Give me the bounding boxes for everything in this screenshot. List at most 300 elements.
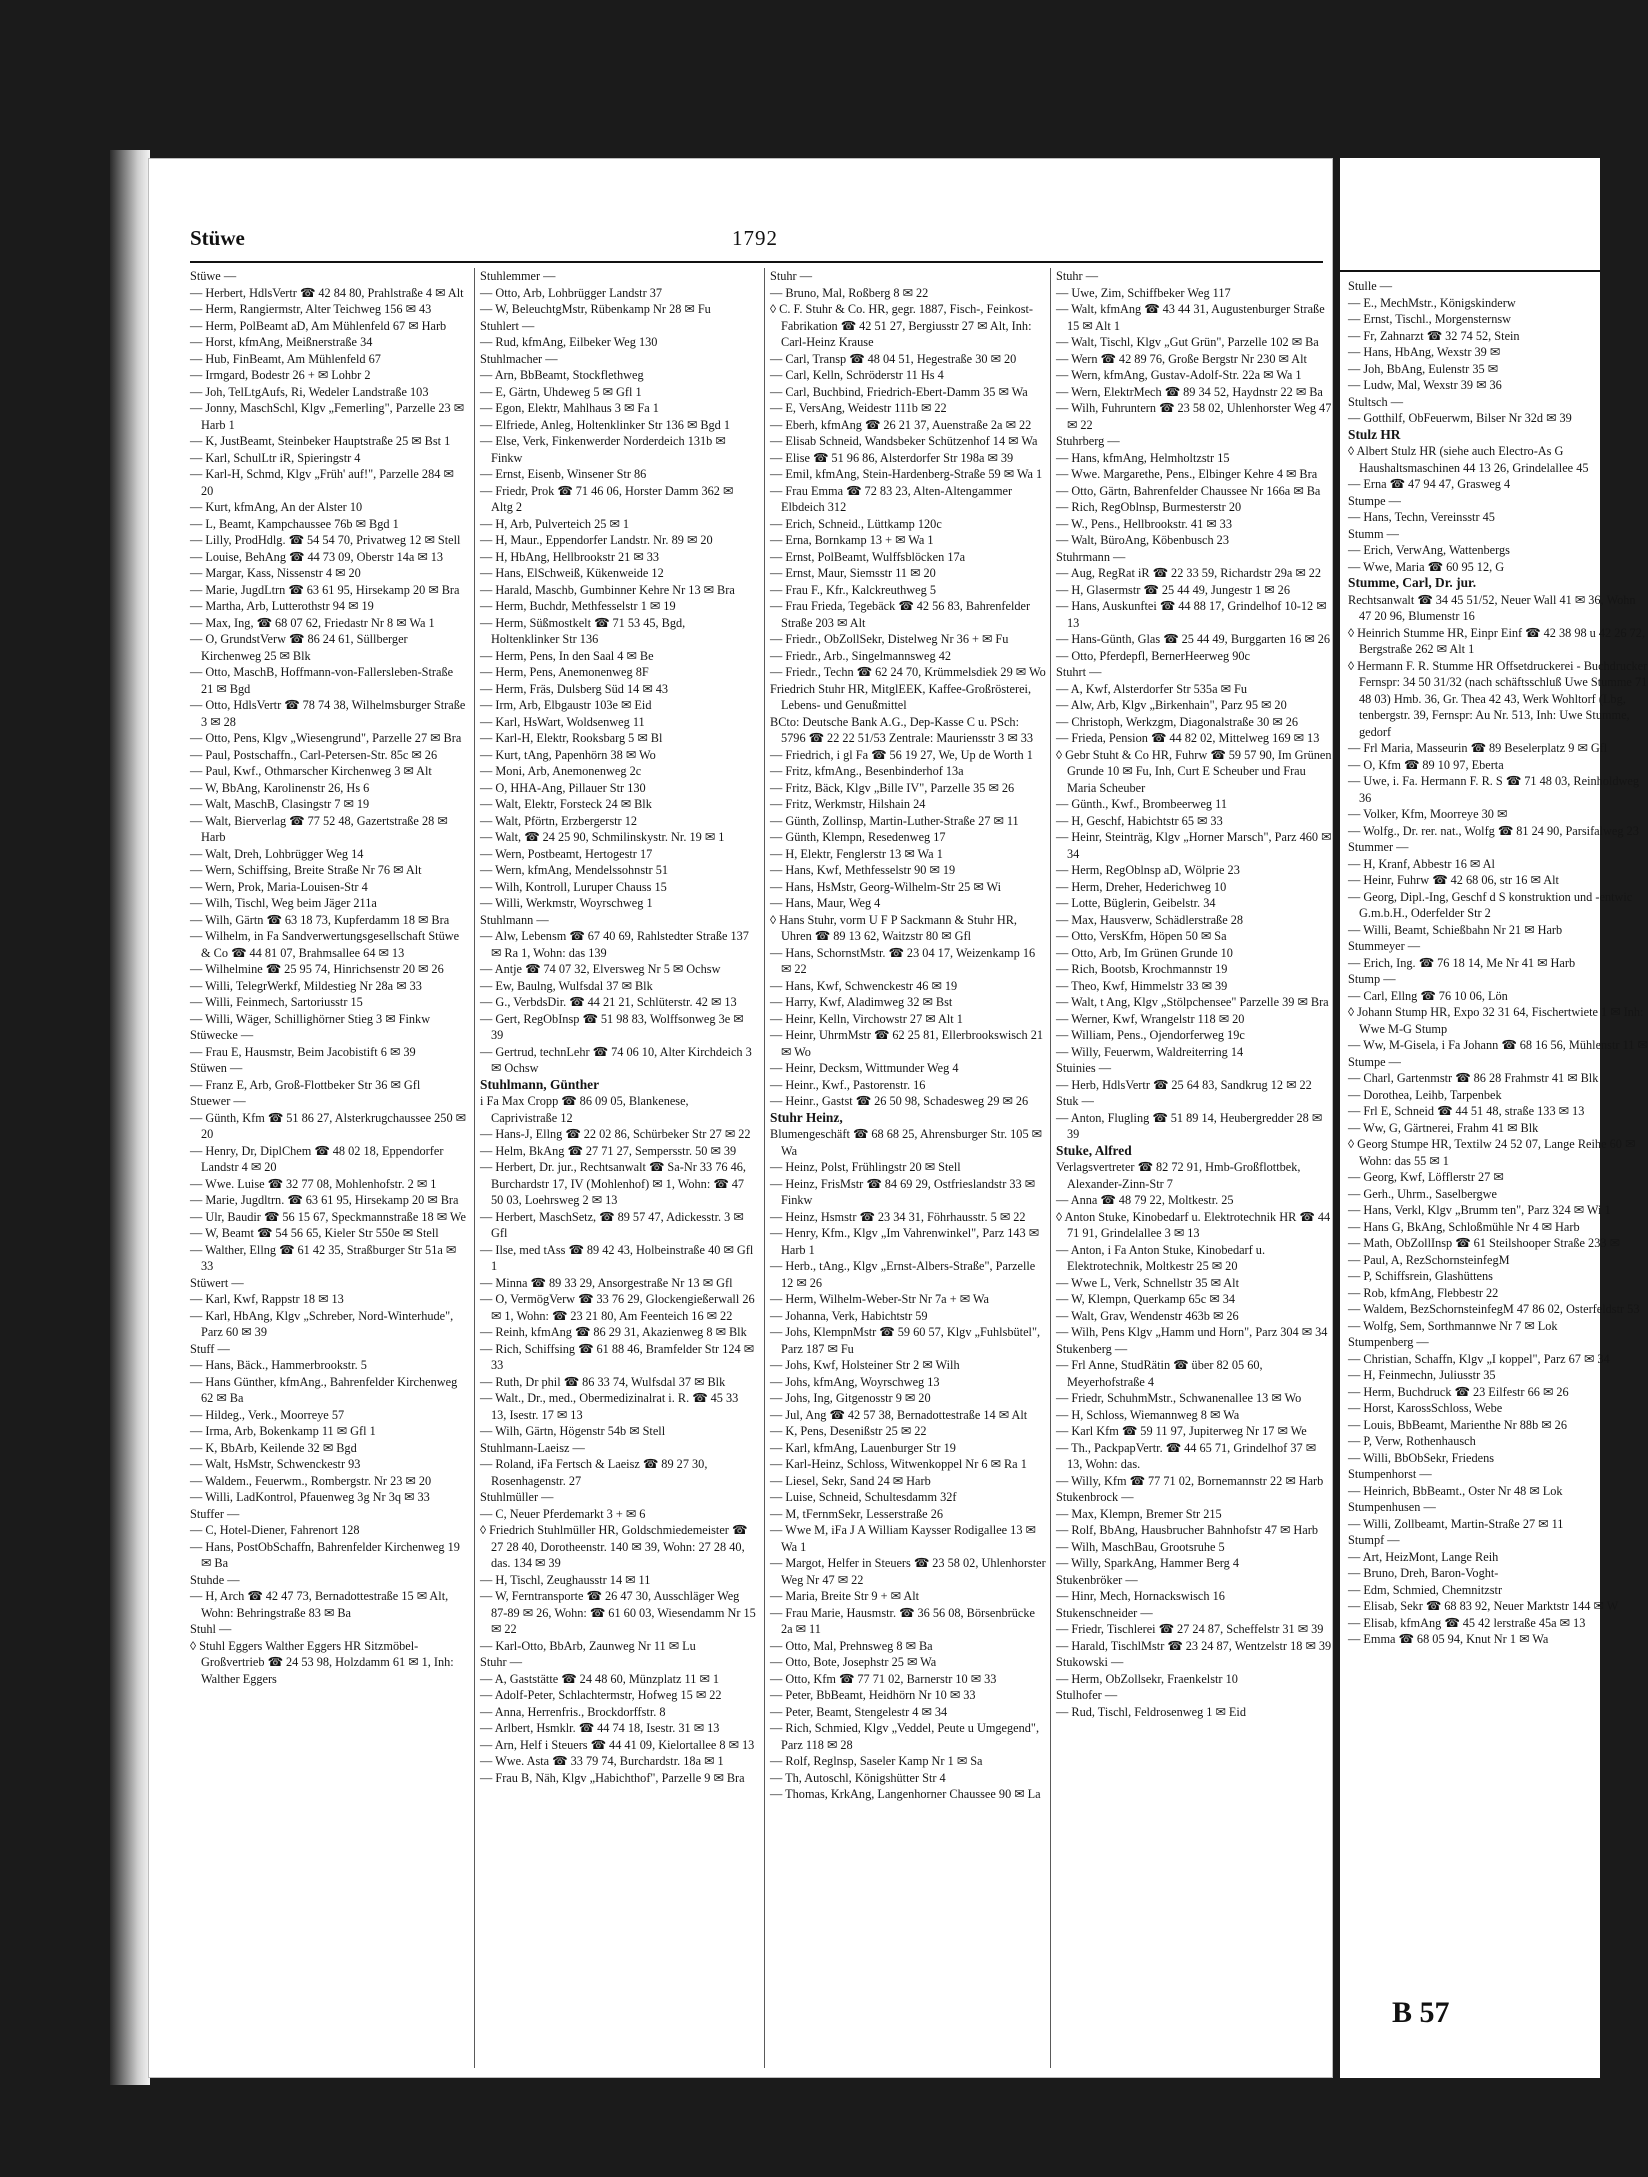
directory-entry: — Wern, Schiffsing, Breite Straße Nr 76 ✉ Alt [190, 863, 422, 877]
directory-column-2 [480, 268, 756, 2068]
directory-entry: — Walt, Bierverlag ☎ 77 52 48, Gazertstraße 28 ✉ Harb [190, 813, 448, 844]
directory-entry: — H, HbAng, Hellbrookstr 21 ✉ 33 [480, 549, 660, 564]
directory-entry: — Heinr, UhrmMstr ☎ 62 25 81, Ellerbrookswisch 21 ✉ Wo [770, 1028, 1044, 1059]
directory-entry: — Martha, Arb, Lutterothstr 94 ✉ 19 [190, 599, 374, 613]
directory-entry: — Antje ☎ 74 07 32, Elversweg Nr 5 ✉ Ochsw [480, 962, 721, 976]
directory-entry: — Hans, Kwf, Schwenckestr 46 ✉ 19 [770, 978, 958, 993]
directory-entry: Stumpe — [1348, 493, 1401, 508]
directory-entry: — Ernst, Eisenb, Winsener Str 86 [480, 467, 647, 481]
directory-entry: — Walt, BüroAng, Köbenbusch 23 [1056, 533, 1229, 547]
directory-entry: — Wwe M, iFa J A William Kaysser Rodigallee 13 ✉ Wa 1 [770, 1523, 1036, 1554]
column-divider [474, 268, 475, 2068]
directory-entry: — Harry, Kwf, Aladimweg 32 ✉ Bst [770, 995, 953, 1009]
directory-entry: Verlagsvertreter ☎ 82 72 91, Hmb-Großflottbek, Alexander-Zinn-Str 7 [1056, 1160, 1301, 1191]
directory-entry: — W., Pens., Hellbrookstr. 41 ✉ 33 [1056, 516, 1232, 531]
directory-entry: — Aug, RegRat iR ☎ 22 33 59, Richardstr 29a ✉ 22 [1056, 566, 1322, 580]
directory-entry: — Emil, kfmAng, Stein-Hardenberg-Straße 59 ✉ Wa 1 [770, 467, 1043, 481]
directory-entry: — Rolf, Reglnsp, Saseler Kamp Nr 1 ✉ Sa [770, 1754, 983, 1768]
directory-entry: — Hans, kfmAng, Helmholtzstr 15 [1056, 450, 1230, 465]
directory-entry: — Herm, PolBeamt aD, Am Mühlenfeld 67 ✉ Harb [190, 318, 447, 333]
directory-entry: — Heinr, Fuhrw ☎ 42 68 06, str 16 ✉ Alt [1348, 873, 1559, 887]
directory-entry: — Fritz, Werkmstr, Hilshain 24 [770, 797, 926, 811]
directory-entry: — Max, Ing, ☎ 68 07 62, Friedastr Nr 8 ✉ Wa 1 [190, 615, 435, 630]
directory-entry: — Willy, Feuerwm, Waldreiterring 14 [1056, 1044, 1244, 1059]
directory-entry: Stuke, Alfred [1056, 1142, 1132, 1158]
directory-entry: Stumpf — [1348, 1533, 1400, 1547]
directory-entry: — Herm, Pens, Anemonenweg 8F [480, 665, 649, 679]
directory-entry: — Uwe, Zim, Schiffbeker Weg 117 [1056, 285, 1231, 300]
directory-entry: — Arn, Helf i Steuers ☎ 44 41 09, Kielortallee 8 ✉ 13 [480, 1737, 755, 1752]
directory-entry: — Herm, Buchdruck ☎ 23 Eilfestr 66 ✉ 26 [1348, 1384, 1569, 1399]
book-spine-shadow [110, 150, 150, 2085]
directory-entry: — Herbert, HdlsVertr ☎ 42 84 80, Prahlstraße 4 ✉ Alt [190, 285, 464, 300]
directory-entry: — Eberh, kfmAng ☎ 26 21 37, Auenstraße 2a ✉ 22 [770, 417, 1032, 432]
directory-entry: Stulle — [1348, 279, 1393, 293]
directory-entry: Stuhr — [770, 269, 813, 283]
directory-entry: Stukenberg — [1056, 1341, 1128, 1356]
directory-entry: — Ew, Baulng, Wulfsdal 37 ✉ Blk [480, 978, 653, 993]
directory-entry: Stuhl — [190, 1622, 232, 1636]
directory-entry: Stummer — [1348, 840, 1409, 854]
directory-entry: — Arn, BbBeamt, Stockflethweg [480, 368, 644, 382]
directory-entry: — Th., PackpapVertr. ☎ 44 65 71, Grindelhof 37 ✉ 13, Wohn: das. [1056, 1440, 1317, 1471]
directory-entry: — Herm, Rangiermstr, Alter Teichweg 156 ✉ 43 [190, 302, 432, 316]
directory-entry: — Bruno, Dreh, Baron-Voght- [1348, 1566, 1499, 1580]
directory-entry: — Friedr., ObZollSekr, Distelweg Nr 36 + ✉ Fu [770, 632, 1009, 646]
directory-entry: — H, Arch ☎ 42 47 73, Bernadottestraße 15 ✉ Alt, Wohn: Behringstraße 83 ✉ Ba [190, 1589, 449, 1620]
directory-entry: Stuhlmann-Laeisz — [480, 1440, 585, 1455]
directory-entry: — Walt, Pförtn, Erzbergerstr 12 [480, 813, 638, 828]
directory-entry: — Otto, Arb, Lohbrügger Landstr 37 [480, 285, 663, 300]
directory-entry: — Wern, Postbeamt, Hertogestr 17 [480, 846, 653, 861]
directory-entry: — Luise, Schneid, Schultesdamm 32f [770, 1490, 957, 1504]
directory-entry: Stumme, Carl, Dr. jur. [1348, 575, 1477, 590]
header-rule [190, 261, 1323, 263]
directory-entry: Stukenbrock — [1056, 1490, 1134, 1504]
directory-entry: — Rob, kfmAng, Flebbestr 22 [1348, 1285, 1499, 1300]
directory-entry: — Hans-Günth, Glas ☎ 25 44 49, Burggarten 16 ✉ 26 [1056, 632, 1331, 646]
directory-entry: — H, Feinmechn, Juliusstr 35 [1348, 1368, 1496, 1382]
directory-entry: — Erich, Ing. ☎ 76 18 14, Me Nr 41 ✉ Harb [1348, 955, 1576, 970]
directory-entry: — Walt, ☎ 24 25 90, Schmilinskystr. Nr. 19 ✉ 1 [480, 830, 725, 844]
directory-entry: — Elfriede, Anleg, Holtenklinker Str 136 ✉ Bgd 1 [480, 417, 731, 432]
directory-entry: — Erna, Bornkamp 13 + ✉ Wa 1 [770, 533, 934, 547]
directory-entry: — Otto, Gärtn, Bahrenfelder Chaussee Nr 166a ✉ Ba [1056, 483, 1321, 498]
directory-entry: Stuffer — [190, 1506, 240, 1521]
directory-entry: — Herm, Wilhelm-Weber-Str Nr 7a + ✉ Wa [770, 1292, 989, 1306]
directory-entry: ◊ Hans Stuhr, vorm U F P Sackmann & Stuhr HR, Uhren ☎ 89 13 62, Waitzstr 80 ✉ Gfl [770, 912, 1017, 943]
directory-entry: Stumpe — [1348, 1054, 1401, 1069]
directory-entry: — Herm, Süßmostkelt ☎ 71 53 45, Bgd, Holtenklinker Str 136 [480, 615, 686, 646]
directory-entry: — Otto, Pens, Klgv „Wiesengrund", Parzelle 27 ✉ Bra [190, 731, 462, 745]
directory-entry: Stuhlmann, Günther [480, 1076, 600, 1092]
directory-entry: — Erich, VerwAng, Wattenbergs [1348, 543, 1510, 557]
directory-page [148, 158, 1333, 2078]
directory-entry: — H, Geschf, Habichtstr 65 ✉ 33 [1056, 813, 1223, 828]
directory-entry: — Heinz, FrisMstr ☎ 84 69 29, Ostfrieslandstr 33 ✉ Finkw [770, 1176, 1036, 1207]
directory-entry: — Gert, RegObInsp ☎ 51 98 83, Wolffsonweg 3e ✉ 39 [480, 1011, 744, 1042]
directory-entry: — Irma, Arb, Bokenkamp 11 ✉ Gfl 1 [190, 1424, 376, 1438]
directory-entry: Stuhr — [1056, 269, 1099, 283]
directory-entry: — Waldem, BezSchornsteinfegM 47 86 02, Osterfeldstr 53 [1348, 1302, 1640, 1316]
directory-entry: — Frau B, Näh, Klgv „Habichthof", Parzelle 9 ✉ Bra [480, 1770, 745, 1785]
directory-entry: — Margar, Kass, Nissenstr 4 ✉ 20 [190, 566, 361, 580]
directory-entry: — Karl-H, Schmd, Klgv „Früh' auf!", Parzelle 284 ✉ 20 [190, 467, 454, 498]
directory-entry: Stuhlemmer — [480, 269, 556, 283]
directory-entry: — Marie, JugdLtrn ☎ 63 61 95, Hirsekamp 20 ✉ Bra [190, 582, 460, 597]
directory-entry: Stuk — [1056, 1094, 1094, 1108]
directory-entry: — Herm, ObZollsekr, Fraenkelstr 10 [1056, 1671, 1238, 1686]
directory-entry: — Johs, KlempnMstr ☎ 59 60 57, Klgv „Fuhlsbütel", Parz 187 ✉ Fu [770, 1325, 1041, 1356]
directory-entry: — Rich, Schmied, Klgv „Veddel, Peute u Umgegend", Parz 118 ✉ 28 [770, 1721, 1040, 1752]
directory-entry: — Willi, Werkmstr, Woyrschweg 1 [480, 896, 653, 910]
directory-entry: — Joh, TelLtgAufs, Ri, Wedeler Landstraße 103 [190, 384, 429, 399]
directory-entry: — Franz E, Arb, Groß-Flottbeker Str 36 ✉ Gfl [190, 1077, 421, 1092]
directory-entry: — C, Hotel-Diener, Fahrenort 128 [190, 1523, 360, 1537]
directory-entry: — Wern, Prok, Maria-Louisen-Str 4 [190, 879, 368, 894]
directory-entry: — Ulr, Baudir ☎ 56 15 67, Speckmannstraße 18 ✉ We [190, 1209, 466, 1224]
directory-entry: — Walt, Dreh, Lohbrügger Weg 14 [190, 846, 364, 861]
directory-entry: — Elisab, Sekr ☎ 68 83 92, Neuer Marktstr 144 ✉ W [1348, 1599, 1619, 1613]
directory-entry: — Edm, Schmied, Chemnitzstr [1348, 1582, 1503, 1597]
directory-entry: — O, GrundstVerw ☎ 86 24 61, Süllberger Kirchenweg 25 ✉ Blk [190, 632, 408, 663]
directory-entry: — Karl, SchulLtr iR, Spieringstr 4 [190, 450, 361, 465]
directory-entry: — Hub, FinBeamt, Am Mühlenfeld 67 [190, 351, 381, 366]
directory-entry: — Karl, HsWart, Woldsenweg 11 [480, 714, 645, 729]
directory-entry: Stüwen — [190, 1061, 243, 1075]
directory-entry: — Adolf-Peter, Schlachtermstr, Hofweg 15 ✉ 22 [480, 1688, 722, 1702]
directory-entry: — Heinrich, BbBeamt., Oster Nr 48 ✉ Lok [1348, 1483, 1563, 1498]
directory-entry: — Fr, Zahnarzt ☎ 32 74 52, Stein [1348, 328, 1520, 343]
directory-entry: — Frau E, Hausmstr, Beim Jacobistift 6 ✉ 39 [190, 1044, 416, 1059]
directory-entry: Stulhofer — [1056, 1688, 1118, 1702]
directory-entry: — G., VerbdsDir. ☎ 44 21 21, Schlüterstr. 42 ✉ 13 [480, 995, 737, 1009]
directory-entry: — K, BbArb, Keilende 32 ✉ Bgd [190, 1440, 357, 1455]
directory-entry: — Heinz, Hsmstr ☎ 23 34 31, Föhrhausstr. 5 ✉ 22 [770, 1209, 1026, 1224]
directory-entry: — Wwe L, Verk, Schnellstr 35 ✉ Alt [1056, 1275, 1240, 1290]
directory-entry: — Ernst, PolBeamt, Wulffsblöcken 17a [770, 549, 966, 564]
directory-entry: — Wilhelmine ☎ 25 95 74, Hinrichsenstr 20 ✉ 26 [190, 962, 444, 976]
directory-entry: — Wolfg, Sem, Sorthmannwe Nr 7 ✉ Lok [1348, 1318, 1558, 1333]
directory-entry: — Karl-Heinz, Schloss, Witwenkoppel Nr 6 ✉ Ra 1 [770, 1457, 1027, 1471]
directory-entry: — Frl Anne, StudRätin ☎ über 82 05 60, Meyerhofstraße 4 [1056, 1358, 1263, 1389]
directory-entry: — Herm, Dreher, Hederichweg 10 [1056, 879, 1227, 894]
next-page-column [1348, 278, 1648, 2068]
directory-entry: — Max, Hausverw, Schädlerstraße 28 [1056, 912, 1244, 927]
directory-entry: — Marie, Jugdltrn. ☎ 63 61 95, Hirsekamp 20 ✉ Bra [190, 1193, 459, 1207]
directory-entry: — Uwe, i. Fa. Hermann F. R. S ☎ 71 48 03, Reinholdweg 36 [1348, 774, 1639, 805]
directory-entry: — Rich, Schiffsing ☎ 61 88 46, Bramfelder Str 124 ✉ 33 [480, 1341, 755, 1372]
directory-entry: — Ww, M-Gisela, i Fa Johann ☎ 68 16 56, Mühlenstr 11 ✉ [1348, 1038, 1648, 1052]
directory-entry: — Willy, SparkAng, Hammer Berg 4 [1056, 1556, 1240, 1570]
directory-entry: — Willy, Kfm ☎ 77 71 02, Bornemannstr 22 ✉ Harb [1056, 1473, 1324, 1488]
directory-entry: Stuhde — [190, 1572, 240, 1587]
directory-entry: — Emma ☎ 68 05 94, Knut Nr 1 ✉ Wa [1348, 1632, 1549, 1646]
directory-entry: — Rich, RegOblnsp, Burmesterstr 20 [1056, 500, 1242, 514]
directory-entry: Stuhlmacher — [480, 351, 558, 366]
directory-entry: — Wwe. Luise ☎ 32 77 08, Mohlenhofstr. 2 ✉ 1 [190, 1176, 437, 1191]
directory-entry: — Art, HeizMont, Lange Reih [1348, 1549, 1499, 1564]
directory-entry: — Otto, VersKfm, Höpen 50 ✉ Sa [1056, 929, 1227, 943]
directory-entry: — Ruth, Dr phil ☎ 86 33 74, Wulfsdal 37 ✉ Blk [480, 1374, 726, 1389]
directory-entry: — Walther, Ellng ☎ 61 42 35, Straßburger Str 51a ✉ 33 [190, 1242, 457, 1273]
directory-entry: — Willi, Wäger, Schillighörner Stieg 3 ✉ Finkw [190, 1011, 431, 1026]
directory-entry: — Anton, i Fa Anton Stuke, Kinobedarf u. Elektrotechnik, Moltkestr 25 ✉ 20 [1056, 1242, 1266, 1273]
directory-entry: — Christoph, Werkzgm, Diagonalstraße 30 ✉ 26 [1056, 714, 1299, 729]
directory-entry: ◊ Heinrich Stumme HR, Einpr Einf ☎ 42 38 98 u 42 26 72, Bergstraße 262 ✉ Alt 1 [1348, 625, 1646, 656]
directory-entry: — Wern, ElektrMech ☎ 89 34 52, Haydnstr 22 ✉ Ba [1056, 384, 1323, 399]
directory-entry: — Arlbert, Hsmklr. ☎ 44 74 18, Isestr. 31 ✉ 13 [480, 1721, 720, 1735]
directory-entry: — Hans, PostObSchaffn, Bahrenfelder Kirchenweg 19 ✉ Ba [190, 1539, 460, 1570]
directory-entry: — Georg, Kwf, Löfflerstr 27 ✉ [1348, 1170, 1504, 1184]
directory-entry: — Johanna, Verk, Habichtstr 59 [770, 1308, 928, 1323]
directory-entry: — Irm, Arb, Elbgaustr 103e ✉ Eid [480, 698, 652, 712]
directory-entry: — Ernst, Maur, Siemsstr 11 ✉ 20 [770, 566, 936, 580]
directory-entry: Stuhrberg — [1056, 434, 1120, 448]
directory-entry: — Herb., tAng., Klgv „Ernst-Albers-Straße", Parzelle 12 ✉ 26 [770, 1259, 1036, 1290]
directory-entry: — Herm, Fräs, Dulsberg Süd 14 ✉ 43 [480, 681, 669, 696]
directory-entry: — Frl E, Schneid ☎ 44 51 48, straße 133 ✉ 13 [1348, 1104, 1585, 1118]
directory-entry: — Frau F., Kfr., Kalckreuthweg 5 [770, 582, 937, 597]
page-code: B 57 [1392, 1996, 1450, 2029]
directory-entry: Stukenschneider — [1056, 1605, 1153, 1620]
directory-entry: — Jul, Ang ☎ 42 57 38, Bernadottestraße 14 ✉ Alt [770, 1407, 1028, 1422]
directory-entry: — Hildeg., Verk., Moorreye 57 [190, 1407, 345, 1422]
directory-entry: — Johs, Ing, Gitgenosstr 9 ✉ 20 [770, 1391, 931, 1405]
directory-entry: — Willi, Feinmech, Sartoriusstr 15 [190, 995, 363, 1009]
directory-entry: — Wilh, Gärtn, Högenstr 54b ✉ Stell [480, 1424, 666, 1438]
directory-entry: — Friedrich, i gl Fa ☎ 56 19 27, We, Up de Worth 1 [770, 747, 1033, 762]
directory-entry: — Christian, Schaffn, Klgv „I koppel", Parz 67 ✉ 34 [1348, 1351, 1610, 1366]
directory-entry: — Irmgard, Bodestr 26 + ✉ Lohbr 2 [190, 368, 371, 382]
directory-entry: ◊ Friedrich Stuhlmüller HR, Goldschmiedemeister ☎ 27 28 40, Dorotheenstr. 140 ✉ 39, Wohn: 27 28 40, das. 134 ✉ 39 [480, 1523, 748, 1570]
directory-entry: — Volker, Kfm, Moorreye 30 ✉ [1348, 807, 1508, 821]
directory-entry: — Theo, Kwf, Himmelstr 33 ✉ 39 [1056, 978, 1228, 993]
directory-entry: — Frl Maria, Masseurin ☎ 89 Beselerplatz 9 ✉ Gfl [1348, 741, 1608, 755]
directory-entry: — Horst, kfmAng, Meißnerstraße 34 [190, 335, 373, 349]
directory-entry: — Henry, Dr, DiplChem ☎ 48 02 18, Eppendorfer Landstr 4 ✉ 20 [190, 1143, 444, 1174]
directory-entry: Stultsch — [1348, 394, 1403, 409]
directory-entry: — Charl, Gartenmstr ☎ 86 28 Frahmstr 41 ✉ Blk [1348, 1071, 1599, 1085]
directory-entry: — Hans, HsMstr, Georg-Wilhelm-Str 25 ✉ Wi [770, 879, 1002, 894]
directory-entry: — Willi, TelegrWerkf, Mildestieg Nr 28a ✉ 33 [190, 978, 422, 993]
directory-entry: — Peter, BbBeamt, Heidhörn Nr 10 ✉ 33 [770, 1688, 976, 1702]
directory-entry: — Otto, Mal, Prehnsweg 8 ✉ Ba [770, 1638, 933, 1653]
directory-entry: — Wilhelm, in Fa Sandverwertungsgesellschaft Stüwe & Co ☎ 44 81 07, Brahmsallee 64 ✉ 13 [190, 929, 460, 960]
directory-entry: — Helm, BkAng ☎ 27 71 27, Sempersstr. 50 ✉ 39 [480, 1143, 737, 1158]
directory-entry: — Hans, Techn, Vereinsstr 45 [1348, 510, 1495, 524]
directory-entry: Stuewer — [190, 1094, 246, 1108]
directory-entry: — Friedr., Arb., Singelmannsweg 42 [770, 648, 952, 663]
directory-entry: — Willi, Beamt, Schießbahn Nr 21 ✉ Harb [1348, 922, 1563, 937]
directory-entry: — Hans Günther, kfmAng., Bahrenfelder Kirchenweg 62 ✉ Ba [190, 1374, 458, 1405]
directory-entry: — Wilh, Pens Klgv „Hamm und Horn", Parz 304 ✉ 34 [1056, 1325, 1328, 1339]
directory-entry: Stuinies — [1056, 1061, 1111, 1075]
directory-entry: — P, Verw, Rothenhausch [1348, 1434, 1476, 1448]
directory-entry: — H, Kranf, Abbestr 16 ✉ Al [1348, 856, 1495, 871]
directory-entry: — Frau Frieda, Tegebäck ☎ 42 56 83, Bahrenfelder Straße 203 ✉ Alt [770, 599, 1031, 630]
directory-entry: — H, Maur., Eppendorfer Landstr. Nr. 89 ✉ 20 [480, 533, 713, 547]
directory-entry: — Alw, Arb, Klgv „Birkenhain", Parz 95 ✉ 20 [1056, 698, 1287, 712]
directory-entry: — Karl, Kwf, Rappstr 18 ✉ 13 [190, 1292, 344, 1306]
directory-entry: — Egon, Elektr, Mahlhaus 3 ✉ Fa 1 [480, 401, 659, 415]
directory-entry: — E, Gärtn, Uhdeweg 5 ✉ Gfl 1 [480, 384, 642, 399]
directory-entry: — Lilly, ProdHdlg. ☎ 54 54 70, Privatweg 12 ✉ Stell [190, 533, 461, 547]
directory-entry: — Hans, Bäck., Hammerbrookstr. 5 [190, 1358, 367, 1372]
directory-entry: — Heinz, Polst, Frühlingstr 20 ✉ Stell [770, 1160, 961, 1174]
directory-entry: — Friedr, Tischlerei ☎ 27 24 87, Scheffelstr 31 ✉ 39 [1056, 1622, 1324, 1636]
directory-entry: — O, Kfm ☎ 89 10 97, Eberta [1348, 757, 1504, 772]
directory-entry: — L, Beamt, Kampchaussee 76b ✉ Bgd 1 [190, 516, 399, 531]
directory-entry: — W, Ferntransporte ☎ 26 47 30, Ausschläger Weg 87-89 ✉ 26, Wohn: ☎ 61 60 03, Wiesendamm Nr 15 ✉ 22 [480, 1589, 756, 1636]
directory-entry: — Johs, kfmAng, Woyrschweg 13 [770, 1374, 940, 1389]
directory-entry: — M, tFernmSekr, Lesserstraße 26 [770, 1506, 943, 1521]
directory-entry: — Jonny, MaschSchl, Klgv „Femerling", Parzelle 23 ✉ Harb 1 [190, 401, 465, 432]
directory-entry: ◊ Anton Stuke, Kinobedarf u. Elektrotechnik HR ☎ 44 71 91, Grindelallee 3 ✉ 13 [1056, 1209, 1331, 1240]
directory-entry: — William, Pens., Ojendorferweg 19c [1056, 1028, 1245, 1042]
directory-entry: BCto: Deutsche Bank A.G., Dep-Kasse C u. PSch: 5796 ☎ 22 22 51/53 Zentrale: Mauriensstr 3 ✉ 33 [770, 714, 1034, 745]
directory-entry: Stuhlmann — [480, 912, 549, 927]
directory-entry: Stuhrt — [1056, 665, 1102, 679]
column-divider [764, 268, 765, 2068]
directory-entry: — Hans, HbAng, Wexstr 39 ✉ [1348, 345, 1501, 359]
directory-entry: — Otto, Arb, Im Grünen Grunde 10 [1056, 945, 1233, 960]
directory-entry: — Paul, Kwf., Othmarscher Kirchenweg 3 ✉ Alt [190, 764, 432, 778]
directory-entry: Stump — [1348, 972, 1396, 986]
directory-entry: Stumm — [1348, 526, 1399, 541]
directory-entry: — Rud, Tischl, Feldrosenweg 1 ✉ Eid [1056, 1704, 1246, 1719]
directory-entry: — Elisab Schneid, Wandsbeker Schützenhof 14 ✉ Wa [770, 434, 1038, 448]
directory-entry: Stuhlert — [480, 318, 535, 333]
directory-entry: ◊ Stuhl Eggers Walther Eggers HR Sitzmöbel-Großvertrieb ☎ 24 53 98, Holzdamm 61 ✉ 1, Inh: Walther Eggers [190, 1638, 454, 1686]
directory-entry: — Kurt, kfmAng, An der Alster 10 [190, 500, 363, 514]
directory-entry: — Wolfg., Dr. rer. nat., Wolfg ☎ 81 24 90, Parsifalweg 23 [1348, 823, 1639, 838]
directory-entry: — Carl, Kelln, Schröderstr 11 Hs 4 [770, 368, 944, 382]
directory-entry: — Wilh, Gärtn ☎ 63 18 73, Kupferdamm 18 ✉ Bra [190, 912, 450, 927]
directory-entry: — Liesel, Sekr, Sand 24 ✉ Harb [770, 1473, 931, 1488]
directory-entry: — Peter, Beamt, Stengelestr 4 ✉ 34 [770, 1704, 948, 1719]
directory-entry: — Walt, t Ang, Klgv „Stölpchensee" Parzelle 39 ✉ Bra [1056, 995, 1329, 1009]
directory-entry: — Otto, MaschB, Hoffmann-von-Fallersleben-Straße 21 ✉ Bgd [190, 665, 454, 696]
directory-entry: — Ludw, Mal, Wexstr 39 ✉ 36 [1348, 378, 1502, 392]
directory-column-4 [1056, 268, 1332, 2068]
directory-entry: — Georg, Dipl.-Ing, Geschf d S konstruktion und -entwic G.m.b.H., Oderfelder Str 2 [1348, 889, 1633, 920]
directory-entry: — Ernst, Tischl., Morgensternsw [1348, 312, 1512, 326]
column-divider [1050, 268, 1051, 2068]
directory-entry: — Johs, Kwf, Holsteiner Str 2 ✉ Wilh [770, 1358, 960, 1372]
directory-entry: — Willi, Zollbeamt, Martin-Straße 27 ✉ 11 [1348, 1516, 1564, 1531]
directory-entry: — H, Schloss, Wiemannweg 8 ✉ Wa [1056, 1407, 1240, 1422]
directory-entry: — Carl, Transp ☎ 48 04 51, Hegestraße 30 ✉ 20 [770, 351, 1017, 366]
directory-entry: — W, BeleuchtgMstr, Rübenkamp Nr 28 ✉ Fu [480, 302, 711, 316]
directory-entry: — Erich, Schneid., Lüttkamp 120c [770, 516, 942, 531]
directory-entry: — Hans, Kwf, Methfesselstr 90 ✉ 19 [770, 863, 956, 877]
directory-entry: — Paul, Postschaffn., Carl-Petersen-Str. 85c ✉ 26 [190, 747, 438, 762]
directory-entry: — Hans, SchornstMstr. ☎ 23 04 17, Weizenkamp 16 ✉ 22 [770, 945, 1036, 976]
directory-entry: i Fa Max Cropp ☎ 86 09 05, Blankenese, Caprivistraße 12 [480, 1094, 689, 1125]
directory-entry: Stuhlmüller — [480, 1490, 554, 1504]
directory-entry: — Th, Autoschl, Königshütter Str 4 [770, 1770, 946, 1785]
directory-entry: — Günth, Kfm ☎ 51 86 27, Alsterkrugchaussee 250 ✉ 20 [190, 1110, 466, 1141]
directory-entry: — Walt, Tischl, Klgv „Gut Grün", Parzelle 102 ✉ Ba [1056, 335, 1319, 349]
page-number: 1792 [732, 226, 778, 250]
directory-entry: — Rud, kfmAng, Eilbeker Weg 130 [480, 335, 658, 349]
directory-entry: ◊ Hermann F. R. Stumme HR Offsetdruckerei - Buchdrucker Fernspr: 34 50 31/32 (nach schäftsschluß Uwe Stumme 71 48 03) Hmb. 36, Gr. Thea 42 43, Werk Wohltorf (Lbg, tenbergstr. 39, Fernspr: Au Nr. 513, Inh: Uwe Stumme, gedorf [1348, 658, 1648, 739]
directory-entry: — Ilse, med tAss ☎ 89 42 43, Holbeinstraße 40 ✉ Gfl 1 [480, 1242, 754, 1273]
directory-entry: — Else, Verk, Finkenwerder Norderdeich 131b ✉ Finkw [480, 434, 726, 465]
directory-entry: — Math, ObZollInsp ☎ 61 Steilshooper Straße 233 ✉ [1348, 1236, 1620, 1250]
running-head: Stüwe [190, 226, 245, 250]
directory-entry: — Walt, kfmAng ☎ 43 44 31, Augustenburger Straße 15 ✉ Alt 1 [1056, 302, 1325, 333]
directory-entry: ◊ Gebr Stuht & Co HR, Fuhrw ☎ 59 57 90, Im Grünen Grunde 10 ✉ Fu, Inh, Curt E Scheuber und Frau Maria Scheuber [1056, 747, 1332, 795]
directory-entry: — Minna ☎ 89 33 29, Ansorgestraße Nr 13 ✉ Gfl [480, 1275, 733, 1290]
directory-entry: — Günth, Zollinsp, Martin-Luther-Straße 27 ✉ 11 [770, 813, 1019, 828]
directory-entry: — Karl-Otto, BbArb, Zaunweg Nr 11 ✉ Lu [480, 1638, 696, 1653]
directory-entry: — W, Klempn, Querkamp 65c ✉ 34 [1056, 1292, 1236, 1306]
page-header [190, 226, 1320, 258]
directory-entry: — Wern, kfmAng, Gustav-Adolf-Str. 22a ✉ Wa 1 [1056, 368, 1302, 382]
directory-entry: — Harald, TischlMstr ☎ 23 24 87, Wentzelstr 18 ✉ 39 [1056, 1638, 1332, 1653]
directory-entry: — Elisab, kfmAng ☎ 45 42 lerstraße 45a ✉ 13 [1348, 1615, 1586, 1630]
directory-entry: — Waldem., Feuerwm., Rombergstr. Nr 23 ✉ 20 [190, 1473, 432, 1488]
directory-entry: — H, Arb, Pulverteich 25 ✉ 1 [480, 516, 629, 531]
directory-entry: — H, Glasermstr ☎ 25 44 49, Jungestr 1 ✉ 26 [1056, 582, 1290, 597]
directory-entry: — Walt, MaschB, Clasingstr 7 ✉ 19 [190, 797, 370, 811]
directory-entry: — Anna ☎ 48 79 22, Moltkestr. 25 [1056, 1193, 1234, 1207]
directory-entry: Stüwert — [190, 1275, 244, 1290]
directory-entry: — Herbert, Dr. jur., Rechtsanwalt ☎ Sa-Nr 33 76 46, Burchardstr 17, IV (Mohlenhof) ✉ 1, Wohn: ☎ 47 50 03, Loehrsweg 2 ✉ 13 [480, 1160, 746, 1207]
directory-entry: — Elise ☎ 51 96 86, Alsterdorfer Str 198a ✉ 39 [770, 450, 1014, 465]
directory-entry: — Wilh, MaschBau, Grootsruhe 5 [1056, 1539, 1225, 1554]
directory-entry: — O, VermögVerw ☎ 33 76 29, Glockengießerwall 26 ✉ 1, Wohn: ☎ 23 21 80, Am Feenteich 16 ✉ 22 [480, 1292, 755, 1323]
directory-entry: Stummeyer — [1348, 939, 1421, 953]
directory-entry: Friedrich Stuhr HR, MitglEEK, Kaffee-Großrösterei, Lebens- und Genußmittel [770, 681, 1032, 712]
directory-entry: — Bruno, Mal, Roßberg 8 ✉ 22 [770, 285, 929, 300]
directory-entry: — Fritz, Bäck, Klgv „Bille IV", Parzelle 35 ✉ 26 [770, 780, 1015, 795]
directory-entry: — Gertrud, technLehr ☎ 74 06 10, Alter Kirchdeich 3 ✉ Ochsw [480, 1044, 752, 1075]
directory-entry: — Roland, iFa Fertsch & Laeisz ☎ 89 27 30, Rosenhagenstr. 27 [480, 1457, 708, 1488]
directory-entry: — Hans, ElSchweiß, Kükenweide 12 [480, 566, 664, 580]
directory-entry: — W, Beamt ☎ 54 56 65, Kieler Str 550e ✉ Stell [190, 1226, 439, 1240]
directory-entry: — Friedr, SchuhmMstr., Schwanenallee 13 ✉ Wo [1056, 1391, 1302, 1405]
directory-entry: — Rich, Bootsb, Krochmannstr 19 [1056, 962, 1228, 976]
directory-entry: — Anna, Herrenfris., Brockdorffstr. 8 [480, 1704, 666, 1719]
directory-entry: — Günth, Klempn, Resedenweg 17 [770, 830, 946, 844]
directory-entry: — Rolf, BbAng, Hausbrucher Bahnhofstr 47 ✉ Harb [1056, 1523, 1319, 1537]
directory-entry: — Frau Emma ☎ 72 83 23, Alten-Altengammer Elbdeich 312 [770, 483, 1013, 514]
directory-entry: Stuhrmann — [1056, 549, 1126, 564]
directory-entry: — Lotte, Büglerin, Geibelstr. 34 [1056, 896, 1216, 910]
directory-entry: — Thomas, KrkAng, Langenhorner Chaussee 90 ✉ La [770, 1787, 1041, 1801]
directory-entry: — Herb, HdlsVertr ☎ 25 64 83, Sandkrug 12 ✉ 22 [1056, 1077, 1312, 1092]
directory-entry: — Louise, BehAng ☎ 44 73 09, Oberstr 14a ✉ 13 [190, 549, 444, 564]
directory-entry: Rechtsanwalt ☎ 34 45 51/52, Neuer Wall 41 ✉ 36, Wohn 47 20 96, Blumenstr 16 [1348, 592, 1636, 623]
directory-entry: — O, HHA-Ang, Pillauer Str 130 [480, 780, 646, 795]
directory-entry: — Max, Klempn, Bremer Str 215 [1056, 1506, 1222, 1521]
directory-entry: — Joh, BbAng, Eulenstr 35 ✉ [1348, 361, 1499, 376]
directory-entry: — Wern ☎ 42 89 76, Große Bergstr Nr 230 ✉ Alt [1056, 351, 1307, 366]
directory-entry: — Fritz, kfmAng., Besenbinderhof 13a [770, 764, 964, 778]
directory-entry: — K, Pens, Desenißstr 25 ✉ 22 [770, 1424, 927, 1438]
directory-entry: — Hans G, BkAng, Schloßmühle Nr 4 ✉ Harb [1348, 1219, 1580, 1234]
directory-entry: — Wern, kfmAng, Mendelssohnstr 51 [480, 863, 669, 877]
directory-entry: — Friedr., Techn ☎ 62 24 70, Krümmelsdiek 29 ✉ Wo [770, 665, 1046, 679]
directory-entry: — Kurt, tAng, Papenhörn 38 ✉ Wo [480, 747, 656, 762]
directory-entry: ◊ Albert Stulz HR (siehe auch Electro-As G Haushaltsmaschinen 44 13 26, Grindelallee 45 [1348, 444, 1589, 475]
directory-entry: — Heinr, Decksm, Wittmunder Weg 4 [770, 1061, 959, 1075]
directory-entry: — Günth., Kwf., Brombeerweg 11 [1056, 797, 1227, 811]
directory-entry: — Heinr, Steinträg, Klgv „Horner Marsch", Parz 460 ✉ 34 [1056, 830, 1332, 861]
